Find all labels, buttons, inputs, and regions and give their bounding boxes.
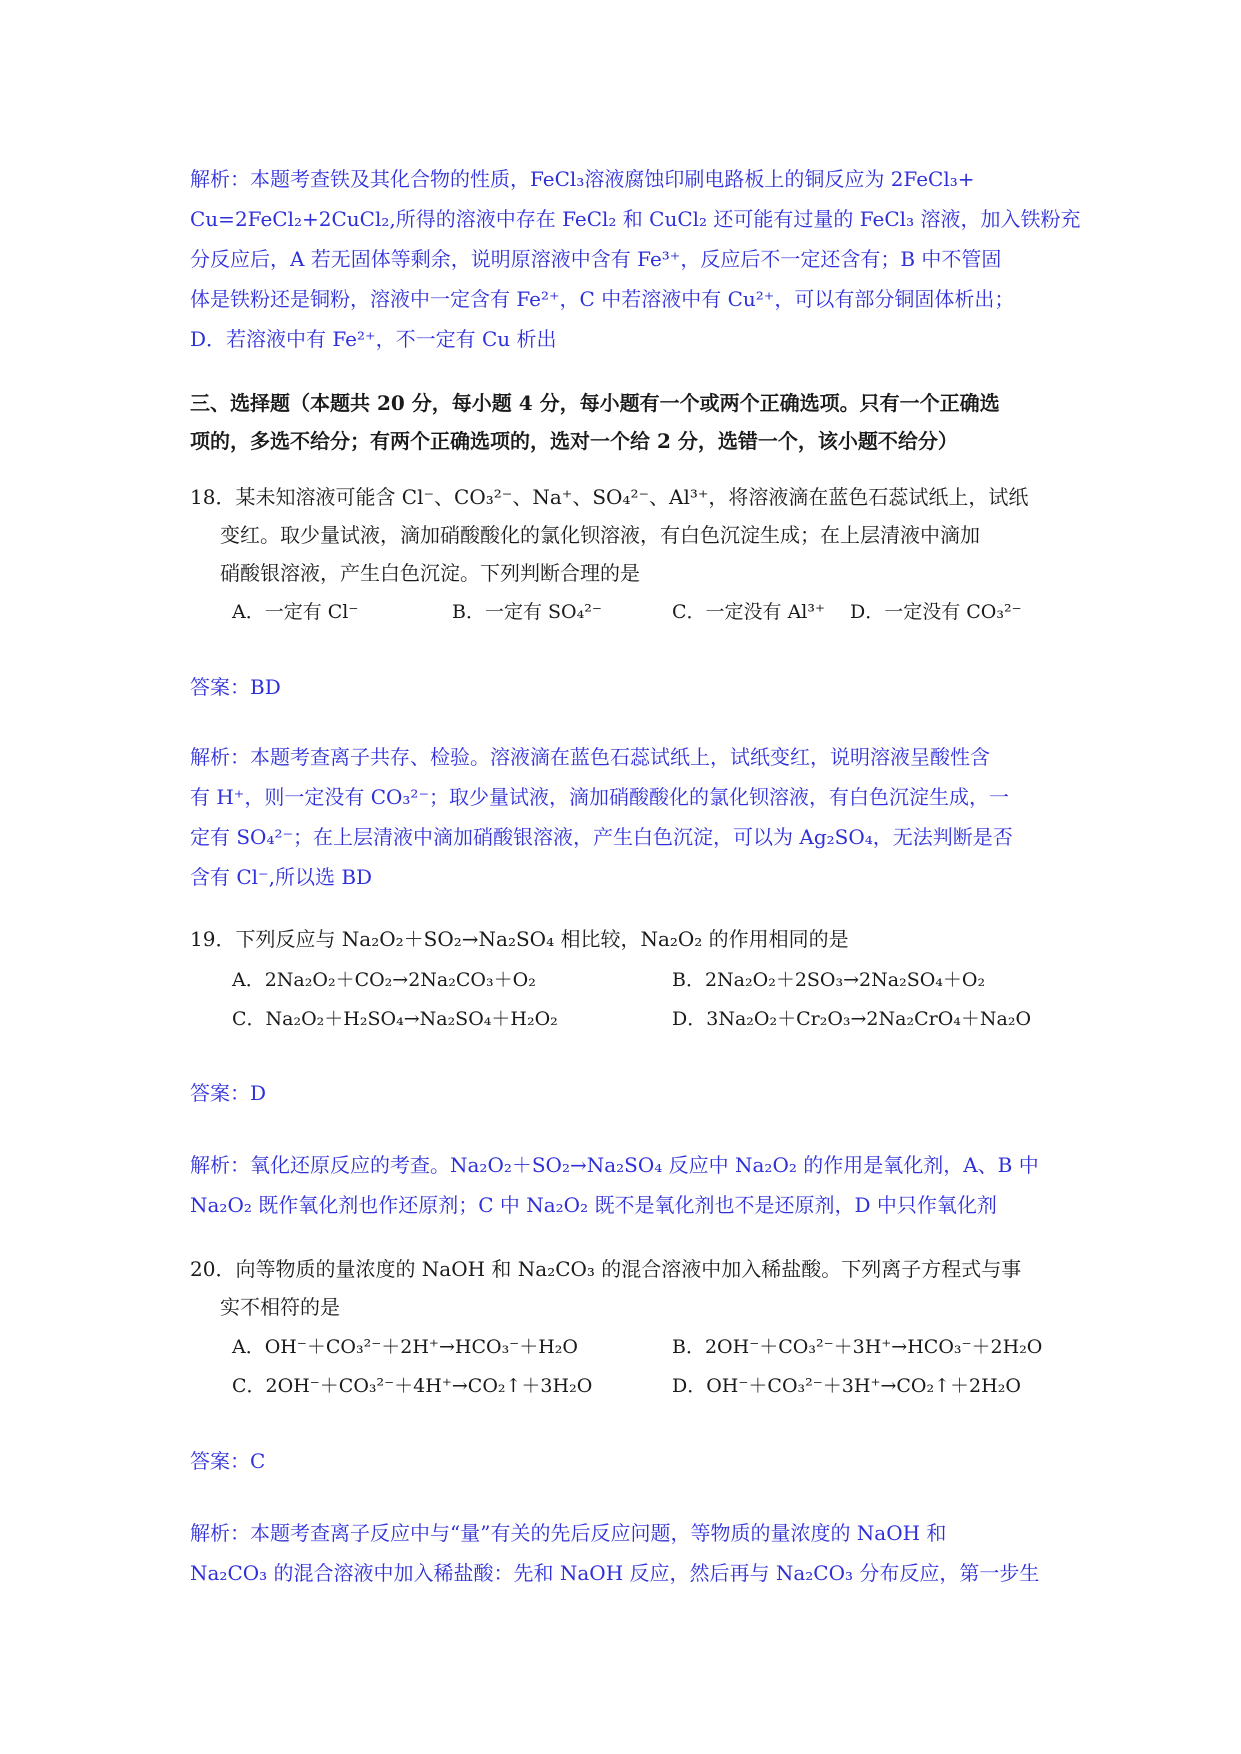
q18-analysis-line-1: 解析：本题考查离子共存、检验。溶液滴在蓝色石蕊试纸上，试纸变红，说明溶液呈酸性含 [190, 745, 990, 769]
q20-option-c: C．2OH⁻＋CO₃²⁻＋4H⁺→CO₂↑＋3H₂O [232, 1375, 593, 1397]
q20-option-a: A．OH⁻＋CO₃²⁻＋2H⁺→HCO₃⁻＋H₂O [232, 1336, 578, 1358]
q19-analysis-line-1: 解析：氧化还原反应的考查。Na₂O₂＋SO₂→Na₂SO₄ 反应中 Na₂O₂ 的作用是氧化剂，A、B 中 [190, 1153, 1039, 1177]
section-3-heading-line-1: 三、选择题（本题共 20 分，每小题 4 分，每小题有一个或两个正确选项。只有一个正确选 [190, 391, 1000, 415]
q20-option-d: D．OH⁻＋CO₃²⁻＋3H⁺→CO₂↑＋2H₂O [672, 1375, 1021, 1397]
q20-answer: 答案：C [190, 1449, 266, 1473]
analysis-17-line-3: 分反应后，A 若无固体等剩余，说明原溶液中含有 Fe³⁺，反应后不一定还含有；B 中不管固 [190, 247, 1002, 271]
q19-option-c: C．Na₂O₂＋H₂SO₄→Na₂SO₄＋H₂O₂ [232, 1008, 558, 1030]
q18-stem-line-3: 硝酸银溶液，产生白色沉淀。下列判断合理的是 [220, 561, 640, 585]
q18-stem-line-1: 18．某未知溶液可能含 Cl⁻、CO₃²⁻、Na⁺、SO₄²⁻、Al³⁺，将溶液滴在蓝色石蕊试纸上，试纸 [190, 485, 1029, 509]
q18-analysis-line-2: 有 H⁺，则一定没有 CO₃²⁻；取少量试液，滴加硝酸酸化的氯化钡溶液，有白色沉淀生成，一 [190, 785, 1010, 809]
q20-stem-line-1: 20．向等物质的量浓度的 NaOH 和 Na₂CO₃ 的混合溶液中加入稀盐酸。下列离子方程式与事 [190, 1257, 1022, 1281]
q20-analysis-line-1: 解析：本题考查离子反应中与“量”有关的先后反应问题，等物质的量浓度的 NaOH 和 [190, 1521, 947, 1545]
q19-answer: 答案：D [190, 1081, 267, 1105]
q20-stem-line-2: 实不相符的是 [220, 1295, 340, 1319]
analysis-17-line-2: Cu=2FeCl₂+2CuCl₂,所得的溶液中存在 FeCl₂ 和 CuCl₂ 还可能有过量的 FeCl₃ 溶液，加入铁粉充 [190, 207, 1081, 231]
q18-analysis-line-4: 含有 Cl⁻,所以选 BD [190, 865, 373, 889]
q18-analysis-line-3: 定有 SO₄²⁻；在上层清液中滴加硝酸银溶液，产生白色沉淀，可以为 Ag₂SO₄，无法判断是否 [190, 825, 1013, 849]
q18-stem-line-2: 变红。取少量试液，滴加硝酸酸化的氯化钡溶液，有白色沉淀生成；在上层清液中滴加 [220, 523, 980, 547]
q18-option-d: D．一定没有 CO₃²⁻ [850, 601, 1022, 623]
q20-analysis-line-2: Na₂CO₃ 的混合溶液中加入稀盐酸：先和 NaOH 反应，然后再与 Na₂CO₃ 分布反应，第一步生 [190, 1561, 1040, 1585]
analysis-17-line-4: 体是铁粉还是铜粉，溶液中一定含有 Fe²⁺，C 中若溶液中有 Cu²⁺，可以有部分铜固体析出； [190, 287, 1015, 311]
q19-stem: 19．下列反应与 Na₂O₂＋SO₂→Na₂SO₄ 相比较，Na₂O₂ 的作用相同的是 [190, 927, 849, 951]
analysis-17-line-1: 解析：本题考查铁及其化合物的性质，FeCl₃溶液腐蚀印刷电路板上的铜反应为 2FeCl₃+ [190, 167, 975, 191]
q18-option-b: B．一定有 SO₄²⁻ [452, 601, 602, 623]
q18-option-a: A．一定有 Cl⁻ [232, 601, 359, 623]
q19-option-a: A．2Na₂O₂＋CO₂→2Na₂CO₃＋O₂ [232, 969, 536, 991]
q19-option-b: B．2Na₂O₂＋2SO₃→2Na₂SO₄＋O₂ [672, 969, 986, 991]
q19-analysis-line-2: Na₂O₂ 既作氧化剂也作还原剂；C 中 Na₂O₂ 既不是氧化剂也不是还原剂，D 中只作氧化剂 [190, 1193, 997, 1217]
section-3-heading-line-2: 项的，多选不给分；有两个正确选项的，选对一个给 2 分，选错一个，该小题不给分） [190, 429, 958, 453]
q18-option-c: C．一定没有 Al³⁺ [672, 601, 826, 623]
q20-option-b: B．2OH⁻＋CO₃²⁻＋3H⁺→HCO₃⁻＋2H₂O [672, 1336, 1043, 1358]
q19-option-d: D．3Na₂O₂＋Cr₂O₃→2Na₂CrO₄＋Na₂O [672, 1008, 1032, 1030]
analysis-17-line-5: D．若溶液中有 Fe²⁺，不一定有 Cu 析出 [190, 327, 557, 351]
q18-answer: 答案：BD [190, 675, 281, 699]
